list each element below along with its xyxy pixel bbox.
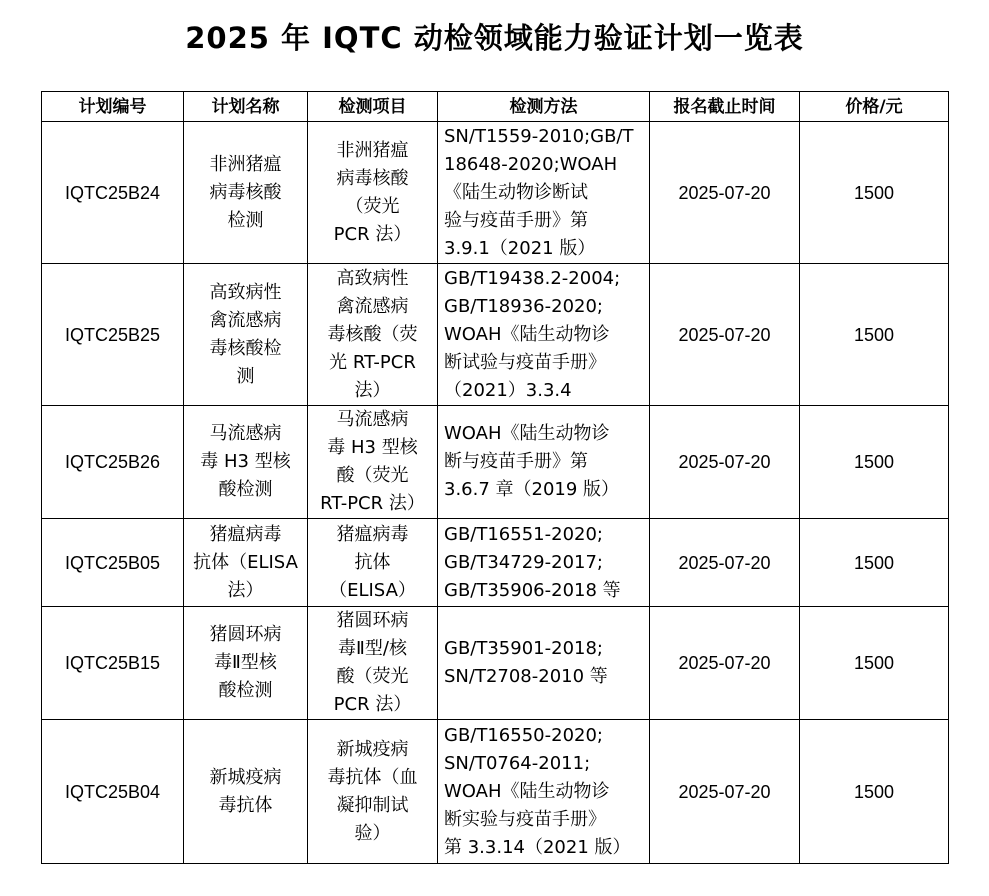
row-test-method: GB/T35901-2018; SN/T2708-2010 等 [438, 607, 650, 720]
table-row [42, 607, 949, 720]
row-deadline: 2025-07-20 [650, 720, 800, 864]
header-plan-code: 计划编号 [42, 92, 184, 122]
row-price: 1500 [800, 519, 949, 607]
row-plan-name: 新城疫病 毒抗体 [184, 720, 308, 864]
header-deadline: 报名截止时间 [650, 92, 800, 122]
table-header-row [42, 92, 949, 122]
row-plan-name: 猪圆环病 毒Ⅱ型核 酸检测 [184, 607, 308, 720]
row-deadline: 2025-07-20 [650, 607, 800, 720]
row-price: 1500 [800, 720, 949, 864]
header-test-item: 检测项目 [308, 92, 438, 122]
row-plan-name: 高致病性 禽流感病 毒核酸检 测 [184, 264, 308, 406]
row-deadline: 2025-07-20 [650, 406, 800, 519]
row-test-method: SN/T1559-2010;GB/T 18648-2020;WOAH 《陆生动物诊断试 验与疫苗手册》第 3.9.1（2021 版） [438, 122, 650, 264]
row-plan-code: IQTC25B04 [42, 720, 184, 864]
row-test-method: GB/T19438.2-2004; GB/T18936-2020; WOAH《陆生动物诊 断试验与疫苗手册》 （2021）3.3.4 [438, 264, 650, 406]
row-test-item: 马流感病 毒 H3 型核 酸（荧光 RT-PCR 法） [308, 406, 438, 519]
row-deadline: 2025-07-20 [650, 122, 800, 264]
row-price: 1500 [800, 264, 949, 406]
row-price: 1500 [800, 406, 949, 519]
row-test-item: 猪瘟病毒 抗体 （ELISA） [308, 519, 438, 607]
row-price: 1500 [800, 607, 949, 720]
row-test-item: 新城疫病 毒抗体（血 凝抑制试 验） [308, 720, 438, 864]
header-plan-name: 计划名称 [184, 92, 308, 122]
row-plan-code: IQTC25B24 [42, 122, 184, 264]
row-plan-name: 马流感病 毒 H3 型核 酸检测 [184, 406, 308, 519]
row-plan-code: IQTC25B15 [42, 607, 184, 720]
row-plan-name: 猪瘟病毒 抗体（ELISA 法） [184, 519, 308, 607]
row-plan-code: IQTC25B05 [42, 519, 184, 607]
row-plan-code: IQTC25B25 [42, 264, 184, 406]
row-plan-name: 非洲猪瘟 病毒核酸 检测 [184, 122, 308, 264]
row-test-method: GB/T16551-2020; GB/T34729-2017; GB/T35906-2018 等 [438, 519, 650, 607]
plan-table [41, 91, 949, 864]
row-test-method: WOAH《陆生动物诊 断与疫苗手册》第 3.6.7 章（2019 版） [438, 406, 650, 519]
header-test-method: 检测方法 [438, 92, 650, 122]
table-row [42, 519, 949, 607]
table-row [42, 720, 949, 864]
row-deadline: 2025-07-20 [650, 519, 800, 607]
row-test-item: 猪圆环病 毒Ⅱ型/核 酸（荧光 PCR 法） [308, 607, 438, 720]
document-title: 2025 年 IQTC 动检领域能力验证计划一览表 [185, 21, 804, 55]
row-test-method: GB/T16550-2020; SN/T0764-2011; WOAH《陆生动物诊 断实验与疫苗手册》 第 3.3.14（2021 版） [438, 720, 650, 864]
row-price: 1500 [800, 122, 949, 264]
header-price: 价格/元 [800, 92, 949, 122]
table-row [42, 122, 949, 264]
row-deadline: 2025-07-20 [650, 264, 800, 406]
row-plan-code: IQTC25B26 [42, 406, 184, 519]
row-test-item: 高致病性 禽流感病 毒核酸（荧 光 RT-PCR 法） [308, 264, 438, 406]
table-row [42, 264, 949, 406]
row-test-item: 非洲猪瘟 病毒核酸 （荧光 PCR 法） [308, 122, 438, 264]
table-row [42, 406, 949, 519]
